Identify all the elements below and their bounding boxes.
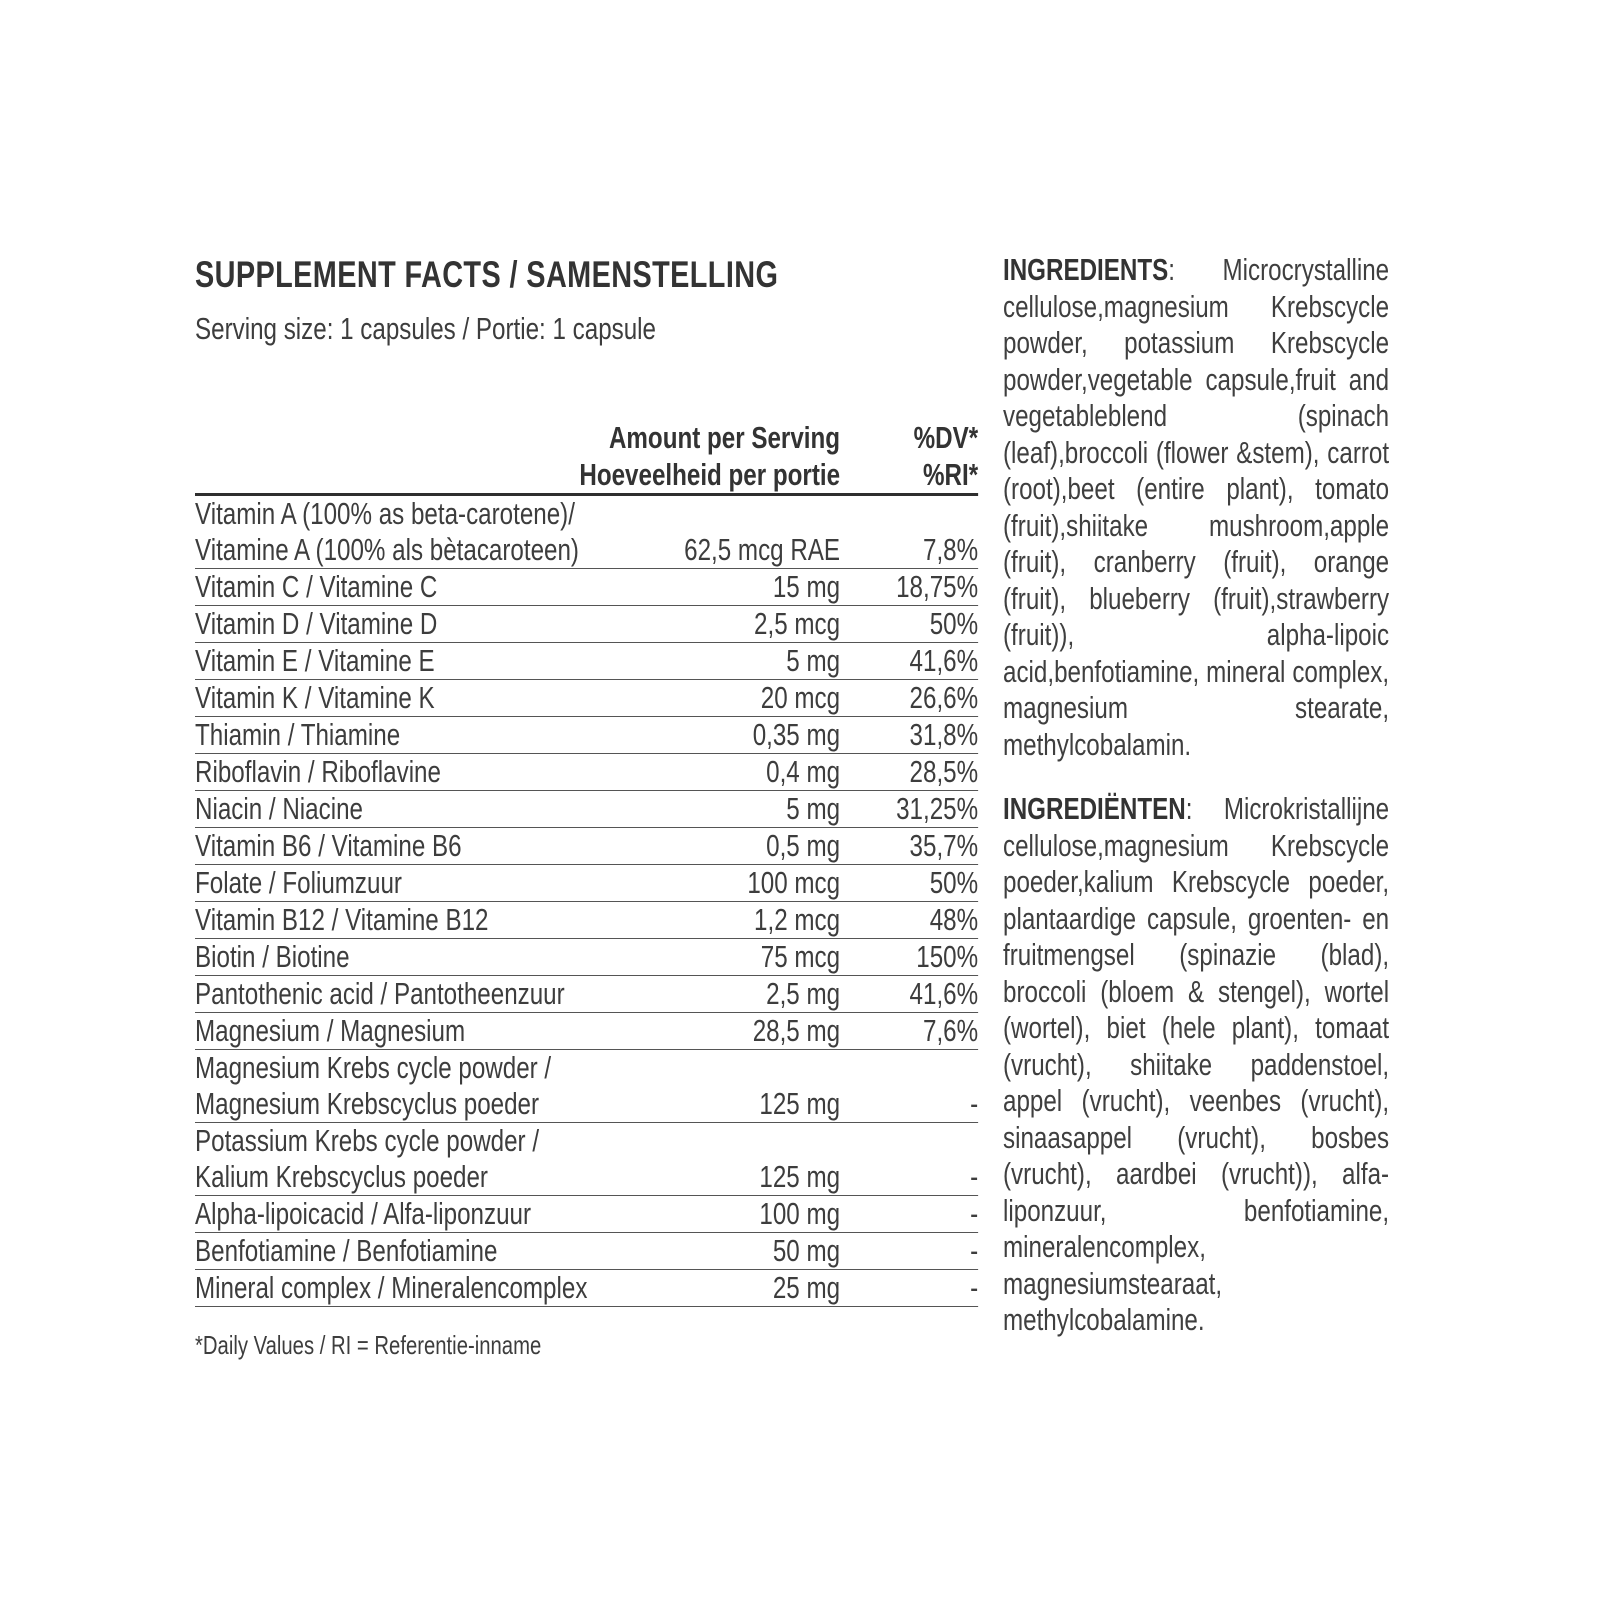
nutrient-amount: 0,4 mg [766,754,841,789]
nutrient-name: Magnesium Krebs cycle powder / Magnesium Krebscyclus poeder [195,1050,552,1121]
nutrient-name: Vitamin D / Vitamine D [195,606,438,641]
daily-values-footnote: *Daily Values / RI = Referentie-inname [195,1330,542,1360]
table-row [195,754,978,791]
nutrient-amount: 50 mg [772,1233,841,1268]
nutrient-name: Vitamin A (100% as beta-carotene)/ Vitamine A (100% als bètacaroteen) [195,496,579,567]
nutrient-dv: - [970,1159,979,1194]
table-row [195,496,978,569]
table-row [195,717,978,754]
nutrient-amount: 1,2 mcg [754,902,841,937]
ingredients-panel [1003,252,1389,1339]
ingredients-text-en: : Microcrystalline cellulose,magnesium Krebscycle powder, potassium Krebscycle powder,vegetable capsule,fruit and vegetableblend (spinach (leaf),broccoli (flower &stem), carrot (root),beet (entire plant), tomato (fruit),shiitake mushroom,apple (fruit), cranberry (fruit), orange (fruit), blueberry (fruit),strawberry (fruit)), alpha-lipoic acid,benfotiamine, mineral complex, magnesium stearate, methylcobalamin. [1003,252,1390,762]
nutrient-dv: 35,7% [909,828,979,863]
nutrient-dv: 28,5% [909,754,979,789]
nutrient-amount: 25 mg [772,1270,841,1305]
nutrient-amount: 75 mcg [760,939,841,974]
nutrient-dv: - [970,1270,979,1305]
amount-header-line-en: Amount per Serving [608,420,841,455]
table-row [195,606,978,643]
nutrient-dv: 7,8% [922,532,979,567]
nutrient-amount: 0,35 mg [752,717,841,752]
nutrient-dv: 50% [929,865,979,900]
nutrient-dv: 7,6% [922,1013,979,1048]
nutrient-dv: 50% [929,606,979,641]
nutrient-name: Potassium Krebs cycle powder / Kalium Krebscyclus poeder [195,1123,540,1194]
table-header [195,419,978,493]
table-row [195,569,978,606]
nutrient-dv: 31,8% [909,717,979,752]
table-row [195,1270,978,1307]
table-row [195,902,978,939]
nutrient-dv: 26,6% [909,680,979,715]
nutrient-name: Mineral complex / Mineralencomplex [195,1270,588,1305]
nutrient-dv: - [970,1086,979,1121]
nutrient-amount: 100 mg [759,1196,841,1231]
nutrient-amount: 0,5 mg [766,828,841,863]
table-row [195,680,978,717]
serving-size-text: Serving size: 1 capsules / Portie: 1 capsule [195,311,657,346]
nutrient-amount: 20 mcg [760,680,841,715]
nutrient-dv: 48% [929,902,979,937]
table-row [195,1013,978,1050]
nutrient-name: Vitamin E / Vitamine E [195,643,435,678]
nutrient-name: Vitamin K / Vitamine K [195,680,435,715]
nutrient-name: Benfotiamine / Benfotiamine [195,1233,498,1268]
nutrient-name: Riboflavin / Riboflavine [195,754,441,789]
table-row [195,1233,978,1270]
nutrient-amount: 125 mg [759,1086,841,1121]
ingredients-heading-en: INGREDIENTS [1003,252,1169,287]
nutrient-amount: 62,5 mcg RAE [684,532,841,567]
table-row [195,939,978,976]
ingredients-heading-nl: INGREDIËNTEN [1003,791,1186,826]
nutrient-dv: 41,6% [909,976,979,1011]
facts-panel [195,255,978,1361]
amount-header-line-nl: Hoeveelheid per portie [579,457,841,492]
ingredients-paragraph-en [1003,252,1389,763]
facts-table-body [195,493,978,1307]
table-row [195,791,978,828]
nutrient-dv: 18,75% [896,569,979,604]
table-row [195,865,978,902]
table-row [195,976,978,1013]
nutrient-dv: - [970,1196,979,1231]
dv-column-header [840,419,978,493]
table-row [195,1050,978,1123]
nutrient-amount: 15 mg [772,569,841,604]
dv-header-line-en: %DV* [913,420,979,455]
nutrient-amount: 5 mg [786,643,841,678]
amount-column-header [512,419,840,493]
nutrient-amount: 2,5 mg [766,976,841,1011]
nutrient-name: Folate / Foliumzuur [195,865,402,900]
nutrient-name: Niacin / Niacine [195,791,363,826]
nutrient-dv: 31,25% [896,791,979,826]
ingredients-text-nl: : Microkristallijne cellulose,magnesium Krebscycle poeder,kalium Krebscycle poeder, plantaardige capsule, groenten- en fruitmengsel (spinazie (blad), broccoli (bloem & stengel), wortel (wortel), biet (hele plant), tomaat (vrucht), shiitake paddenstoel, appel (vrucht), veenbes (vrucht), sinaasappel (vrucht), bosbes (vrucht), aardbei (vrucht)), alfa-liponzuur, benfotiamine, mineralencomplex, magnesiumstearaat, methylcobalamine. [1003,791,1390,1337]
ingredients-paragraph-nl [1003,791,1389,1339]
nutrient-name: Vitamin B6 / Vitamine B6 [195,828,462,863]
nutrient-amount: 100 mcg [747,865,841,900]
dv-header-line-nl: %RI* [923,457,979,492]
nutrient-amount: 28,5 mg [752,1013,841,1048]
nutrient-name: Pantothenic acid / Pantotheenzuur [195,976,565,1011]
nutrient-name: Magnesium / Magnesium [195,1013,466,1048]
nutrient-amount: 5 mg [786,791,841,826]
nutrient-name: Vitamin B12 / Vitamine B12 [195,902,489,937]
panel-title: SUPPLEMENT FACTS / SAMENSTELLING [195,254,779,295]
nutrient-dv: 41,6% [909,643,979,678]
nutrient-amount: 2,5 mcg [754,606,841,641]
nutrient-name: Vitamin C / Vitamine C [195,569,438,604]
table-row [195,828,978,865]
nutrient-dv: - [970,1233,979,1268]
nutrient-name: Biotin / Biotine [195,939,350,974]
table-row [195,1196,978,1233]
nutrient-amount: 125 mg [759,1159,841,1194]
nutrient-dv: 150% [916,939,979,974]
table-row [195,1123,978,1196]
nutrient-name: Thiamin / Thiamine [195,717,401,752]
table-row [195,643,978,680]
nutrient-name: Alpha-lipoicacid / Alfa-liponzuur [195,1196,532,1231]
